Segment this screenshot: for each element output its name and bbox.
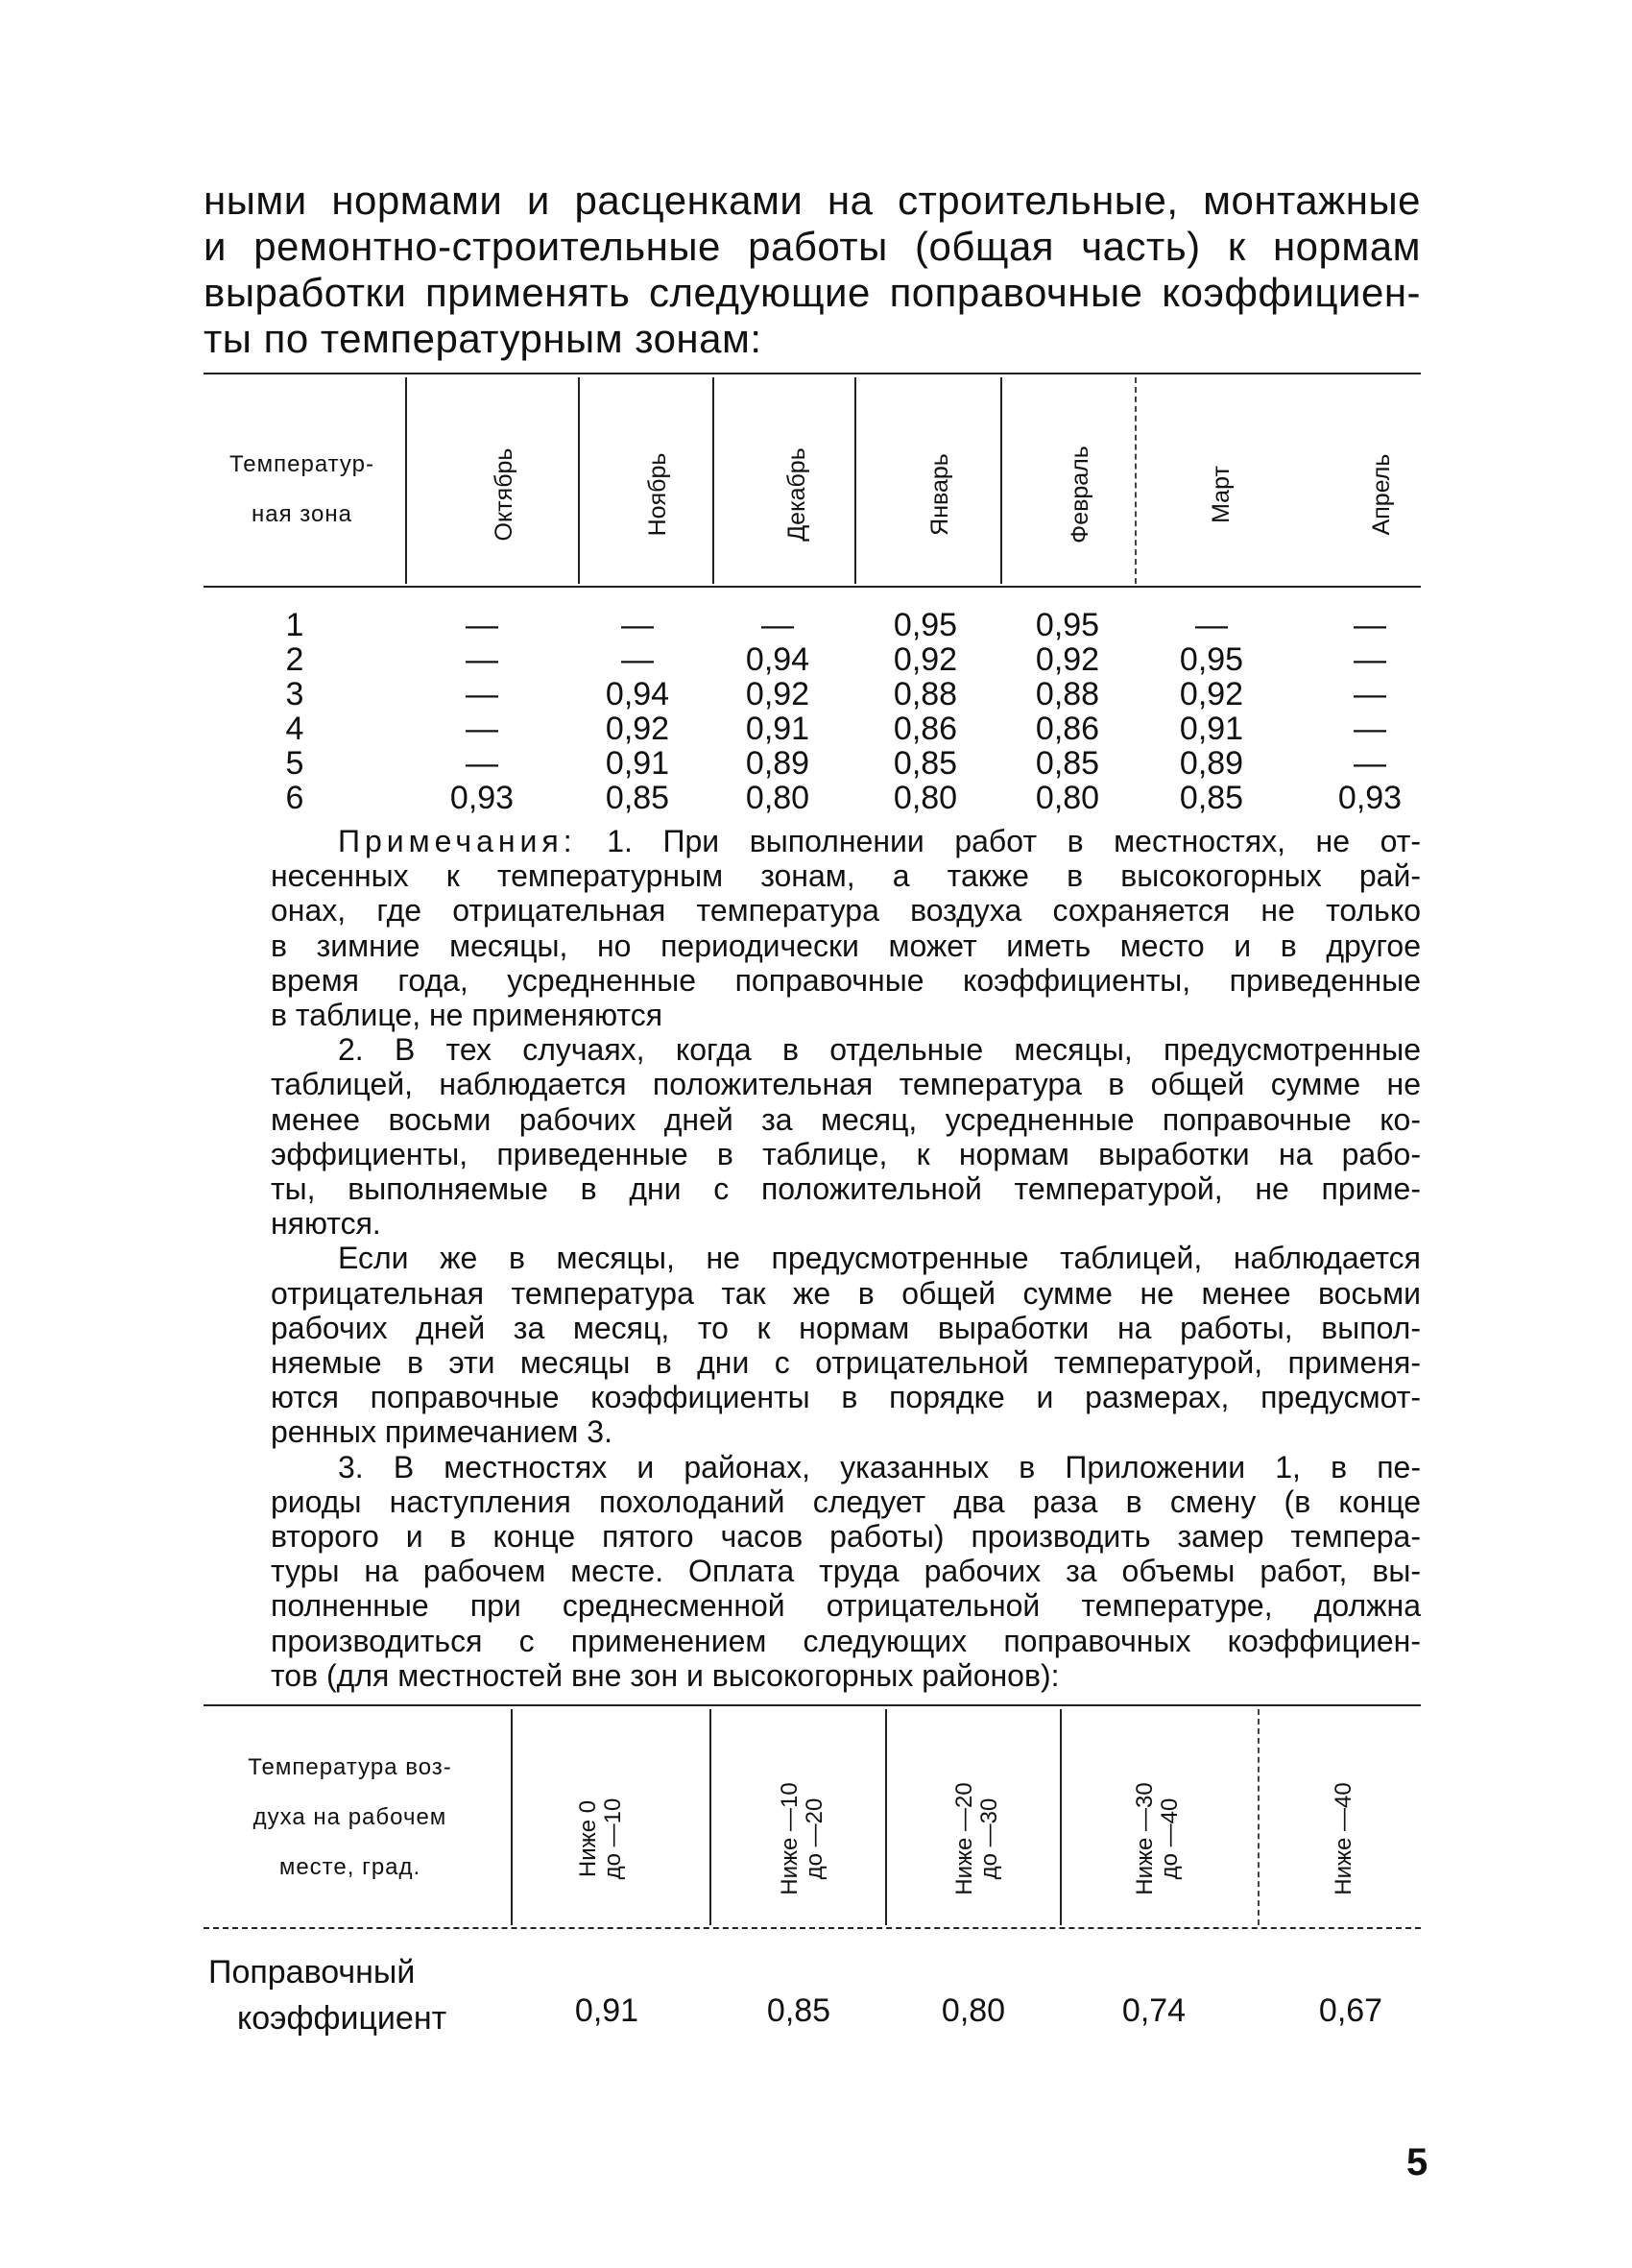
coefficient-cell: 0,80 [745, 780, 810, 816]
table-rule-header [204, 586, 1421, 588]
col-divider [1060, 1709, 1062, 1925]
range-below-40 [1332, 1743, 1356, 1935]
zone-header [204, 440, 400, 540]
col-divider [405, 377, 407, 584]
coefficient-cell: 0,88 [893, 676, 958, 712]
coefficient-cell: — [761, 607, 794, 643]
coefficient-cell: — [1354, 711, 1386, 747]
table-rule-top [204, 373, 1421, 374]
note-line: время года, усредненные поправочные коэффициенты, приведенные [271, 962, 1421, 998]
range-line: до —20 [802, 1798, 828, 1880]
coefficient-cell: 0,92 [1035, 641, 1100, 678]
coefficient-cell: — [1354, 641, 1386, 678]
col-divider [511, 1709, 513, 1925]
note-line: Если же в месяцы, не предусмотренные таблицей, наблюдается [338, 1241, 1421, 1276]
coefficient-cell: 0,89 [745, 745, 810, 782]
zone-number: 3 [285, 676, 304, 712]
coefficient-cell: 0,92 [605, 711, 670, 747]
zone-header-line: ная зона [252, 501, 352, 527]
note-line: в зимние месяцы, но периодически может иметь место и в другое [271, 928, 1421, 963]
range-10-to-20 [778, 1743, 828, 1935]
coefficient-cell: — [1354, 607, 1386, 643]
coefficient-cell: 0,94 [605, 676, 670, 712]
note-line: тов (для местностей вне зон и высокогорных районов): [271, 1657, 1060, 1693]
note-line: второго и в конце пятого часов работы) производить замер темпера- [271, 1519, 1421, 1555]
intro-line: и ремонтно-строительные работы (общая часть) к нормам [204, 224, 1421, 269]
col-divider [1258, 1709, 1260, 1925]
note-line: няются. [271, 1206, 381, 1242]
coefficient-cell: 0,86 [1035, 711, 1100, 747]
coefficient-cell: — [621, 607, 654, 643]
range-line: Ниже 0 [575, 1799, 601, 1878]
notes-heading: Примечания: [338, 824, 577, 858]
note-line: производиться с применением следующих поправочных коэффициен- [271, 1623, 1421, 1658]
coefficient-cell: — [1195, 607, 1228, 643]
note-line: несенных к температурным зонам, а также в высокогорных рай- [271, 858, 1421, 894]
coefficient-cell: 0,95 [893, 607, 958, 643]
note-line: 3. В местностях и районах, указанных в Приложении 1, в пе- [338, 1449, 1421, 1484]
coefficient-cell: 0,92 [893, 641, 958, 678]
range-line: Ниже —30 [1132, 1782, 1158, 1895]
zone-number: 4 [285, 711, 304, 747]
coefficient-cell: 0,92 [745, 676, 810, 712]
page-number: 5 [1406, 2141, 1428, 2184]
note-line: онах, где отрицательная температура воздуха сохраняется не только [271, 893, 1421, 929]
note-1 [271, 824, 1421, 1032]
zone-number: 2 [285, 641, 304, 678]
coefficient-cell: 0,95 [1035, 607, 1100, 643]
intro-line: ными нормами и расценками на строительные, монтажные [204, 178, 1421, 223]
coefficient-cell: 0,85 [1179, 780, 1244, 816]
range-0-to-10 [576, 1743, 626, 1935]
month-january: Январь [926, 453, 953, 536]
coefficient-cell: — [466, 676, 498, 712]
row-label-line: Поправочный [208, 1954, 416, 1991]
zone-number: 6 [285, 780, 304, 816]
note-line [271, 824, 1421, 858]
col-divider [1135, 377, 1137, 584]
coefficient-value: 0,74 [1121, 1992, 1187, 2029]
coefficient-cell: — [621, 641, 654, 678]
month-december: Декабрь [783, 447, 810, 542]
zone-header-line: Температур- [228, 451, 374, 477]
coefficient-cell: — [466, 641, 498, 678]
note-line: менее восьми рабочих дней за месяц, усредненные поправочные ко- [271, 1101, 1421, 1137]
coefficient-cell: 0,85 [893, 745, 958, 782]
note-2-continued [271, 1241, 1421, 1449]
temperature-header-line: Температура воз- [248, 1754, 452, 1780]
note-line: эффициенты, приведенные в таблице, к нормам выработки на рабо- [271, 1136, 1421, 1171]
col-divider [854, 377, 856, 584]
coefficient-value: 0,85 [766, 1992, 831, 2029]
coefficient-cell: 0,88 [1035, 676, 1100, 712]
range-line: Ниже —40 [1331, 1782, 1356, 1895]
temperature-header [204, 1743, 496, 1893]
note-line: няемые в эти месяцы в дни с отрицательной температурой, применя- [271, 1345, 1421, 1381]
temperature-header-line: месте, град. [278, 1854, 421, 1880]
coefficient-cell: 0,92 [1179, 676, 1244, 712]
coefficient-cell: — [466, 607, 498, 643]
coefficient-cell: 0,80 [1035, 780, 1100, 816]
range-line: до —30 [976, 1798, 1002, 1880]
note-line: ются поправочные коэффициенты в порядке и размерах, предусмот- [271, 1380, 1421, 1415]
col-divider [709, 1709, 711, 1925]
coefficient-row-label [204, 1949, 496, 2041]
note-line: рабочих дней за месяц, то к нормам выработки на работы, выпол- [271, 1310, 1421, 1345]
range-line: до —40 [1157, 1798, 1183, 1880]
col-divider [885, 1709, 887, 1925]
note-line: туры на рабочем месте. Оплата труда рабочих за объемы работ, вы- [271, 1554, 1421, 1589]
coefficient-cell: 0,86 [893, 711, 958, 747]
coefficient-cell: 0,91 [605, 745, 670, 782]
coefficient-cell: 0,93 [449, 780, 515, 816]
coefficient-cell: 0,93 [1337, 780, 1403, 816]
note-3 [271, 1450, 1421, 1693]
zone-number: 5 [285, 745, 304, 782]
zone-number: 1 [285, 607, 304, 643]
coefficient-cell: — [466, 711, 498, 747]
note-line-text: 1. При выполнении работ в местностях, не от- [607, 824, 1422, 858]
zone-coefficients-table [204, 373, 1421, 816]
intro-paragraph [204, 178, 1421, 362]
row-label-line: коэффициент [237, 2000, 447, 2037]
coefficient-value: 0,67 [1318, 1992, 1383, 2029]
coefficient-cell: 0,95 [1179, 641, 1244, 678]
month-october: Октябрь [491, 447, 517, 542]
coefficient-value: 0,91 [574, 1992, 639, 2029]
temperature-header-line: духа на рабочем [252, 1804, 447, 1830]
range-20-to-30 [952, 1743, 1002, 1935]
coefficient-cell: 0,91 [1179, 711, 1244, 747]
month-november: Ноябрь [644, 452, 671, 537]
coefficient-cell: — [1354, 745, 1386, 782]
note-line: отрицательная температура так же в общей сумме не менее восьми [271, 1275, 1421, 1311]
month-april: Апрель [1368, 453, 1395, 536]
range-line: Ниже —20 [951, 1782, 977, 1895]
note-line: 2. В тех случаях, когда в отдельные месяцы, предусмотренные [338, 1032, 1421, 1068]
table-rule-top [204, 1704, 1421, 1706]
note-line: таблицей, наблюдается положительная температура в общей сумме не [271, 1067, 1421, 1102]
intro-line: ты по температурным зонам: [204, 316, 762, 361]
note-line: в таблице, не применяются [271, 998, 663, 1033]
coefficient-value: 0,80 [941, 1992, 1006, 2029]
note-line: риоды наступления похолоданий следует два раза в смену (в конце [271, 1484, 1421, 1519]
coefficient-cell: — [1354, 676, 1386, 712]
coefficient-cell: 0,91 [745, 711, 810, 747]
range-30-to-40 [1133, 1743, 1183, 1935]
note-line: полненные при среднесменной отрицательной температуре, должна [271, 1588, 1421, 1624]
col-divider [578, 377, 580, 584]
intro-line: выработки применять следующие поправочные коэффициен- [204, 270, 1421, 315]
air-temperature-table [204, 1704, 1421, 2037]
coefficient-cell: 0,80 [893, 780, 958, 816]
coefficient-cell: 0,85 [1035, 745, 1100, 782]
note-2 [271, 1032, 1421, 1241]
month-february: Февраль [1067, 446, 1093, 543]
range-line: Ниже —10 [777, 1782, 803, 1895]
col-divider [712, 377, 714, 584]
coefficient-cell: 0,89 [1179, 745, 1244, 782]
note-line: ренных примечанием 3. [271, 1414, 612, 1450]
notes-section [271, 824, 1421, 1693]
coefficient-cell: 0,94 [745, 641, 810, 678]
month-march: Март [1208, 466, 1235, 523]
note-line: ты, выполняемые в дни с положительной температурой, не приме- [271, 1171, 1421, 1207]
coefficient-cell: 0,85 [605, 780, 670, 816]
range-line: до —10 [600, 1798, 626, 1880]
col-divider [1000, 377, 1002, 584]
coefficient-cell: — [466, 745, 498, 782]
